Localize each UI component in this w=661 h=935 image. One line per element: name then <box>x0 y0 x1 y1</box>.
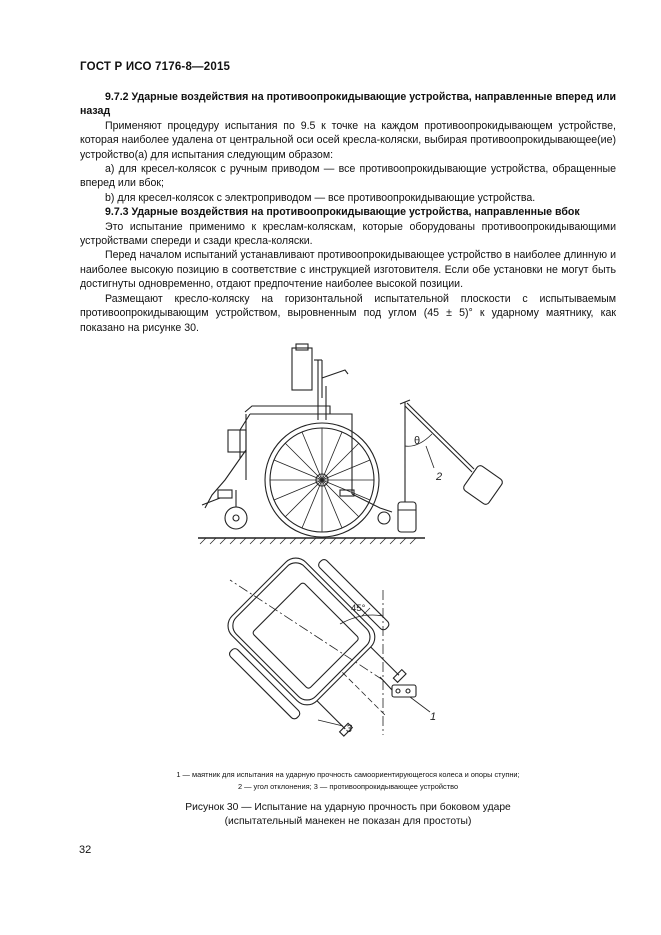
legend-line: 2 — угол отклонения; 3 — противоопрокидывающее устройство <box>237 782 459 791</box>
section-heading-9-7-3: 9.7.3 Ударные воздействия на противоопрокидывающие устройства, направленные вбок <box>105 206 580 219</box>
label-1: 1 <box>430 711 437 723</box>
paragraph: Перед началом испытаний устанавливают противоопрокидывающее устройство в наиболее длинную и наиболее высокую позицию в соответствие с инструкцией изготовителя. Если обе установки не могут быть достигнуты одновременно, отдают предпочтение наиболее высокой позиции. <box>80 249 616 291</box>
page-number: 32 <box>79 844 92 856</box>
section-9-7-2 <box>80 90 616 335</box>
figure-30 <box>0 330 661 750</box>
paragraph: Размещают кресло-коляску на горизонтальной испытательной плоскости с испытываемым противоопрокидывающим устройством, выровненным под углом (45 ± 5)° к ударному маятнику, как показано на рисунке 30. <box>80 292 616 334</box>
list-item-b: b) для кресел-колясок с электроприводом — все противоопрокидывающие устройства. <box>105 191 536 204</box>
list-item-a: а) для кресел-колясок с ручным приводом — все противоопрокидывающие устройства, обращенные вперед или вбок; <box>80 163 616 190</box>
label-3: 3 <box>346 723 353 735</box>
label-2: 2 <box>436 471 443 483</box>
section-heading-9-7-2: 9.7.2 Ударные воздействия на противоопрокидывающие устройства, направленные вперед или назад <box>80 91 616 118</box>
figure-legend <box>80 769 616 793</box>
standard-header: ГОСТ Р ИСО 7176-8—2015 <box>80 61 231 73</box>
figure-drawing <box>0 330 661 750</box>
paragraph: Это испытание применимо к креслам-коляскам, которые оборудованы противоопрокидывающими устройствами спереди и сзади кресла-коляски. <box>80 220 616 248</box>
paragraph: Применяют процедуру испытания по 9.5 к точке на каждом противоопрокидывающем устройстве, которая наиболее удалена от центральной оси осей кресла-коляски, выбирая противоопрокидывающее(ие) устройство(а) для испытания следующим образом: <box>80 119 616 161</box>
label-45: 45° <box>351 603 366 614</box>
caption-subtitle: (испытательный манекен не показан для простоты) <box>224 816 472 827</box>
caption-title: Рисунок 30 — Испытание на ударную прочность при боковом ударе <box>185 802 511 813</box>
legend-line: 1 — маятник для испытания на ударную прочность самоориентирующегося колеса и опоры ступни; <box>176 770 520 779</box>
wheelchair-top-view <box>211 541 433 750</box>
label-theta: θ <box>414 435 421 447</box>
wheelchair-side-view <box>198 344 504 544</box>
figure-caption <box>80 801 616 829</box>
